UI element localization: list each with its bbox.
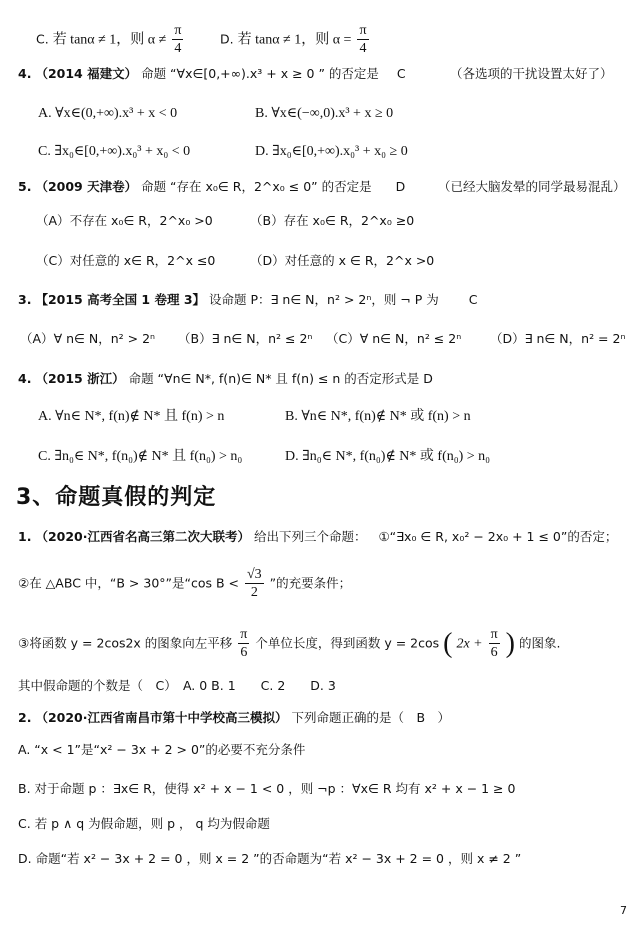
option-label: A. bbox=[38, 409, 52, 424]
option-label: C. bbox=[36, 31, 49, 47]
option-label: B. bbox=[255, 106, 268, 121]
option-b bbox=[285, 410, 471, 424]
option-label: （D） bbox=[250, 253, 285, 268]
option-b bbox=[178, 333, 312, 346]
question-text: 命题 “存在 x₀∈ R，2^x₀ ≤ 0” 的否定是 bbox=[141, 179, 372, 194]
option-text: ∃n₀∈ N*, f(n₀)∉ N* 或 f(n₀) > n₀ bbox=[302, 449, 491, 464]
option-text: 若 p ∧ q 为假命题，则 p ， q 均为假命题 bbox=[34, 816, 270, 831]
section-title: 3、命题真假的判定 bbox=[16, 485, 217, 510]
option-label: C. bbox=[38, 449, 51, 464]
option-label: （A） bbox=[36, 213, 70, 228]
proposition-2 bbox=[18, 568, 351, 600]
option-text: 对任意的 x ∈ R，2^x >0 bbox=[284, 253, 435, 268]
option-text: ∀ n∈ N，n² > 2ⁿ bbox=[53, 331, 156, 346]
proposition-text: 个单位长度，得到函数 y = 2cos bbox=[255, 635, 440, 651]
option-text: 对任意的 x∈ R，2^x ≤0 bbox=[69, 253, 216, 268]
fraction-numerator: π bbox=[359, 23, 367, 38]
option-label: B. bbox=[18, 781, 31, 796]
option-c bbox=[326, 333, 461, 346]
question-text: 命题 “∀x∈[0,+∞).x³ + x ≥ 0 ” 的否定是 bbox=[141, 66, 379, 81]
right-paren: ) bbox=[505, 628, 515, 659]
option-label: C. bbox=[18, 816, 31, 831]
proposition-text: ”的充要条件； bbox=[269, 575, 352, 591]
option-label: D. bbox=[220, 31, 234, 47]
fraction-numerator: π bbox=[240, 627, 248, 642]
option-label: （B） bbox=[250, 213, 284, 228]
question-source: （2020·江西省南昌市第十中学校高三模拟） bbox=[35, 710, 288, 725]
answer: C bbox=[396, 66, 406, 81]
option-label: （D） bbox=[490, 331, 525, 346]
option-b bbox=[250, 215, 414, 228]
question-number: 4. bbox=[18, 371, 32, 386]
option-text: 存在 x₀∈ R，2^x₀ ≥0 bbox=[283, 213, 415, 228]
answer: D bbox=[423, 371, 433, 386]
fraction-denominator: 4 bbox=[174, 41, 182, 56]
fraction bbox=[489, 628, 500, 660]
fraction-numerator: √3 bbox=[247, 567, 262, 582]
question-source: （2015 浙江） bbox=[35, 371, 125, 386]
answer: D bbox=[395, 179, 406, 194]
option-d bbox=[255, 145, 408, 159]
option-text: 不存在 x₀∈ R，2^x₀ >0 bbox=[69, 213, 213, 228]
question-5-comment: （已经大脑发晕的同学最易混乱） bbox=[438, 179, 626, 194]
question-3-stem bbox=[18, 294, 477, 307]
fraction bbox=[238, 628, 249, 660]
option-label: C. bbox=[38, 144, 51, 159]
option-d bbox=[285, 450, 490, 464]
option-c bbox=[38, 450, 242, 464]
fraction-denominator: 4 bbox=[359, 41, 367, 56]
left-paren: ( bbox=[443, 628, 453, 659]
question-number: 3. bbox=[18, 292, 32, 307]
option-label: D. bbox=[285, 449, 299, 464]
question-text: 命题 “∀n∈ N*, f(n)∈ N* 且 f(n) ≤ n 的否定形式是 bbox=[128, 371, 420, 386]
option-text: ∃n₀∈ N*, f(n₀)∉ N* 且 f(n₀) > n₀ bbox=[54, 449, 243, 464]
option-a bbox=[38, 410, 224, 424]
top-option-c bbox=[36, 24, 185, 56]
option-b bbox=[255, 107, 393, 121]
question-source: （2014 福建文） bbox=[35, 66, 138, 81]
fraction-numerator: π bbox=[174, 23, 182, 38]
fraction-denominator: 2 bbox=[250, 585, 258, 600]
question-text: 下列命题正确的是（ B ） bbox=[291, 710, 451, 725]
proposition-text: ②在 △ABC 中，“B > 30°”是“cos B < bbox=[18, 575, 240, 591]
option-label: D. bbox=[18, 851, 32, 866]
fraction bbox=[357, 24, 368, 56]
s2-stem bbox=[18, 712, 450, 725]
option-text: 若 tanα ≠ 1，则 α = bbox=[237, 32, 352, 48]
question-source: （2020·江西省名高三第二次大联考） bbox=[35, 529, 250, 544]
option-a bbox=[20, 333, 155, 346]
option-text: ∀x∈(0,+∞).x³ + x < 0 bbox=[55, 106, 178, 121]
fraction bbox=[245, 568, 264, 600]
option-d bbox=[18, 853, 521, 866]
top-option-d bbox=[220, 24, 371, 56]
option-text: ∀n∈ N*, f(n)∉ N* 且 f(n) > n bbox=[55, 409, 225, 424]
fraction-denominator: 6 bbox=[240, 645, 248, 660]
question-source: 【2015 高考全国 1 卷理 3】 bbox=[35, 292, 206, 307]
option-text: 命题“若 x² − 3x + 2 = 0 ，则 x = 2 ”的否命题为“若 x² − 3x + 2 = 0 ，则 x ≠ 2 ” bbox=[35, 851, 522, 866]
question-number: 1. bbox=[18, 529, 32, 544]
option-text: 对于命题 p ：∃x∈ R，使得 x² + x − 1 < 0 ，则 ¬p ：∀x∈ R 均有 x² + x − 1 ≥ 0 bbox=[34, 781, 516, 796]
proposition-1: ①“∃x₀ ∈ R, x₀² − 2x₀ + 1 ≤ 0”的否定； bbox=[378, 529, 618, 544]
option-text: ∃x₀∈[0,+∞).x₀³ + x₀ < 0 bbox=[54, 144, 191, 159]
option-c bbox=[38, 145, 190, 159]
option-c bbox=[36, 255, 215, 268]
option-b bbox=[18, 783, 515, 796]
answer: C bbox=[468, 292, 478, 307]
question-4a-stem bbox=[18, 68, 406, 81]
option-label: （A） bbox=[20, 331, 54, 346]
option-text: 若 tanα ≠ 1，则 α ≠ bbox=[52, 32, 167, 48]
page-number: 7 bbox=[620, 904, 627, 917]
option-label: B. bbox=[285, 409, 298, 424]
option-text: ∃ n∈ N，n² = 2ⁿ bbox=[524, 331, 626, 346]
option-a bbox=[38, 107, 177, 121]
option-label: （C） bbox=[36, 253, 70, 268]
fraction bbox=[172, 24, 183, 56]
question-text: 设命题 P：∃ n∈ N，n² > 2ⁿ，则 ¬ P 为 bbox=[209, 292, 439, 307]
question-text: 给出下列三个命题： bbox=[253, 529, 367, 544]
option-d bbox=[250, 255, 434, 268]
option-text: ∃ n∈ N，n² ≤ 2ⁿ bbox=[211, 331, 313, 346]
option-label: D. bbox=[255, 144, 269, 159]
question-number: 5. bbox=[18, 179, 32, 194]
fraction-numerator: π bbox=[490, 627, 498, 642]
fraction-denominator: 6 bbox=[490, 645, 498, 660]
proposition-text: 2x + bbox=[456, 636, 483, 652]
option-text: ∀ n∈ N，n² ≤ 2ⁿ bbox=[359, 331, 462, 346]
s1-stem bbox=[18, 531, 617, 544]
option-text: ∀n∈ N*, f(n)∉ N* 或 f(n) > n bbox=[301, 409, 471, 424]
option-d bbox=[490, 333, 625, 346]
option-label: （C） bbox=[326, 331, 360, 346]
option-a bbox=[36, 215, 213, 228]
question-number: 4. bbox=[18, 66, 32, 81]
s1-question: 其中假命题的个数是（ C） A. 0 B. 1 C. 2 D. 3 bbox=[18, 678, 336, 693]
question-number: 2. bbox=[18, 710, 32, 725]
question-source: （2009 天津卷） bbox=[35, 179, 138, 194]
question-5-stem bbox=[18, 181, 405, 194]
option-text: ∀x∈(−∞,0).x³ + x ≥ 0 bbox=[271, 106, 394, 121]
question-4b-stem bbox=[18, 373, 433, 386]
option-label: （B） bbox=[178, 331, 212, 346]
option-label: A. bbox=[18, 742, 31, 757]
proposition-text: ③将函数 y = 2cos2x 的图象向左平移 bbox=[18, 635, 233, 651]
option-text: ∃x₀∈[0,+∞).x₀³ + x₀ ≥ 0 bbox=[272, 144, 408, 159]
option-text: “x < 1”是“x² − 3x + 2 > 0”的必要不充分条件 bbox=[34, 742, 306, 757]
proposition-3 bbox=[18, 628, 560, 660]
option-a bbox=[18, 744, 305, 757]
option-c bbox=[18, 818, 270, 831]
question-4a-comment: （各选项的干扰设置太好了） bbox=[450, 66, 613, 81]
option-label: A. bbox=[38, 106, 52, 121]
proposition-text: 的图象. bbox=[518, 635, 561, 651]
